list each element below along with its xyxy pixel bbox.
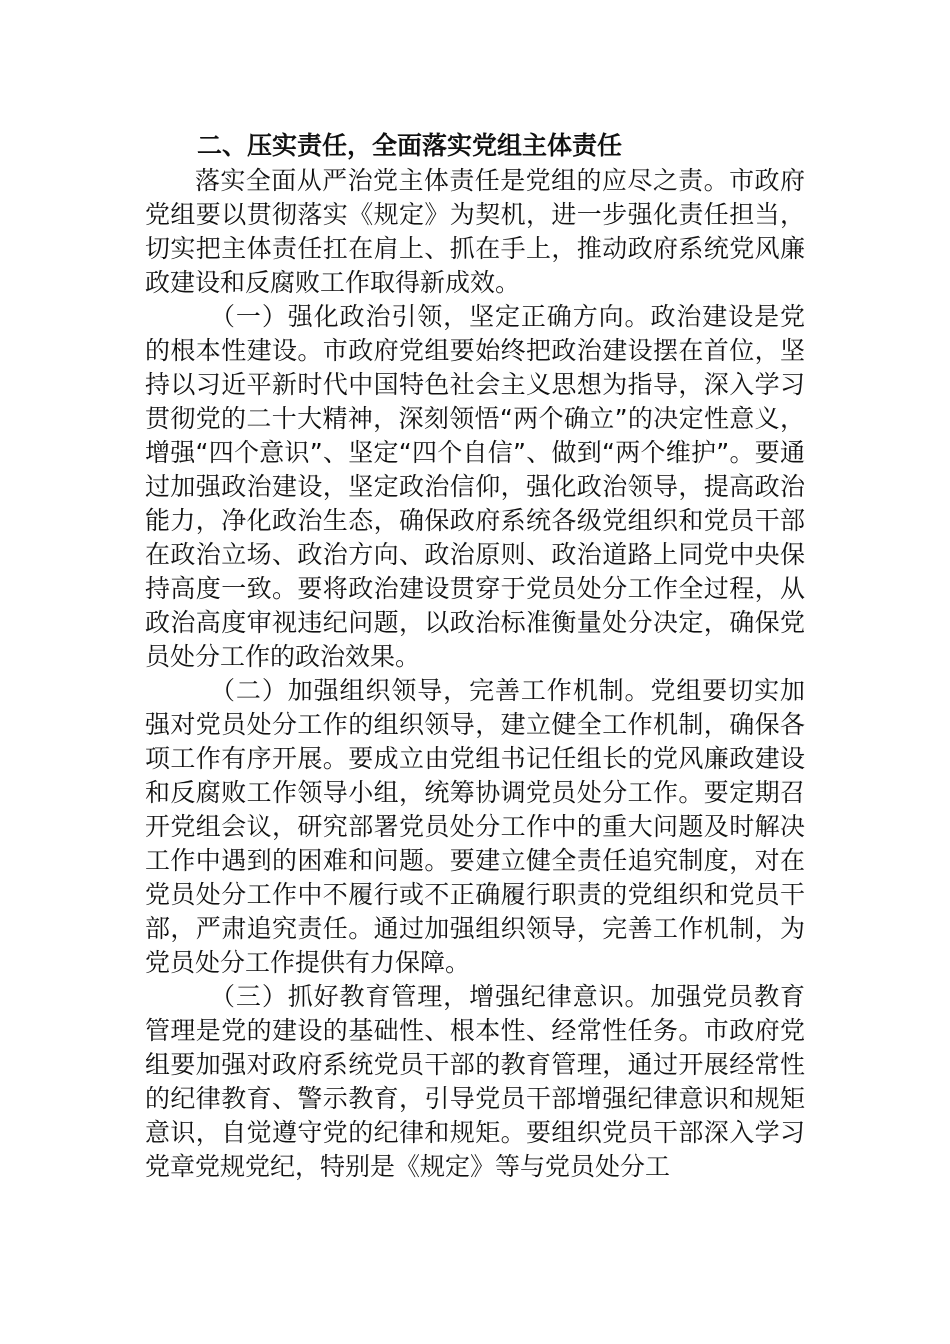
section-heading: 二、压实责任，全面落实党组主体责任 <box>197 131 623 160</box>
paragraph-subsection-1: （一）强化政治引领，坚定正确方向。政治建设是党的根本性建设。市政府党组要始终把政治建设摆在首位，坚持以习近平新时代中国特色社会主义思想为指导，深入学习贯彻党的二十大精神，深刻领悟“两个确立”的决定性意义，增强“四个意识”、坚定“四个自信”、做到“两个维护”。要通过加强政治建设，坚定政治信仰，强化政治领导，提高政治能力，净化政治生态，确保政府系统各级党组织和党员干部在政治立场、政治方向、政治原则、政治道路上同党中央保持高度一致。要将政治建设贯穿于党员处分工作全过程，从政治高度审视违纪问题，以政治标准衡量处分决定，确保党员处分工作的政治效果。 <box>145 302 805 671</box>
document-body <box>145 128 805 1184</box>
paragraph-subsection-2: （二）加强组织领导，完善工作机制。党组要切实加强对党员处分工作的组织领导，建立健全工作机制，确保各项工作有序开展。要成立由党组书记任组长的党风廉政建设和反腐败工作领导小组，统筹协调党员处分工作。要定期召开党组会议，研究部署党员处分工作中的重大问题及时解决工作中遇到的困难和问题。要建立健全责任追究制度，对在党员处分工作中不履行或不正确履行职责的党组织和党员干部，严肃追究责任。通过加强组织领导，完善工作机制，为党员处分工作提供有力保障。 <box>145 676 805 977</box>
paragraph-subsection-3: （三）抓好教育管理，增强纪律意识。加强党员教育管理是党的建设的基础性、根本性、经常性任务。市政府党组要加强对政府系统党员干部的教育管理，通过开展经常性的纪律教育、警示教育，引导党员干部增强纪律意识和规矩意识，自觉遵守党的纪律和规矩。要组织党员干部深入学习党章党规党纪，特别是《规定》等与党员处分工 <box>145 982 805 1181</box>
paragraph-intro: 落实全面从严治党主体责任是党组的应尽之责。市政府党组要以贯彻落实《规定》为契机，进一步强化责任担当，切实把主体责任扛在肩上、抓在手上，推动政府系统党风廉政建设和反腐败工作取得新成效。 <box>145 166 805 297</box>
